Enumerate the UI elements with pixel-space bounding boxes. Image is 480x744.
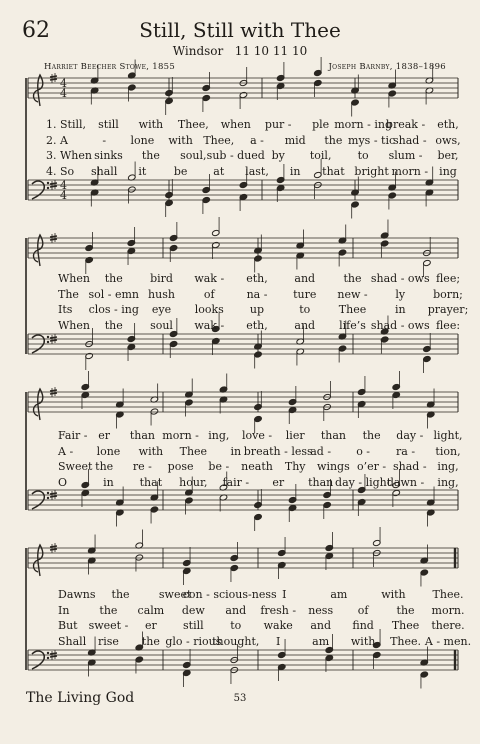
lyric-syllable: o -	[356, 444, 371, 458]
lyric-syllable: ing	[439, 164, 457, 178]
lyric-syllable: na -	[246, 287, 268, 301]
lyric-syllable: sub - dued	[206, 149, 265, 162]
lyric-syllable: A - men.	[424, 634, 472, 648]
sharp-bar	[50, 79, 57, 80]
lyric-line	[0, 272, 480, 286]
lyric-syllable: Thee,	[203, 133, 235, 147]
lyric-syllable: Thee.	[390, 634, 422, 648]
lyric-line	[0, 445, 480, 459]
composer-credit: Joseph Barnby, 1838–1896	[328, 62, 446, 72]
sharp-bar	[50, 76, 57, 77]
lyric-syllable: light,	[433, 429, 463, 442]
time-signature-bottom: 4	[60, 87, 67, 100]
lyric-syllable: the	[396, 603, 415, 617]
lyric-syllable: still	[98, 118, 119, 131]
lyric-syllable: that	[139, 475, 163, 489]
sharp-bar	[50, 239, 57, 240]
lyric-syllable: it	[138, 164, 147, 178]
author-credit: Harriet Beecher Stowe, 1855	[44, 62, 176, 72]
lyric-syllable: the	[95, 460, 114, 473]
lyric-syllable: born;	[433, 287, 463, 301]
lyric-syllable: I	[276, 634, 281, 648]
lyric-syllable: am	[330, 588, 348, 601]
lyric-syllable: ple	[312, 118, 330, 131]
lyric-syllable: Thy	[284, 460, 306, 473]
lyric-syllable: there.	[431, 619, 465, 632]
sharp-bar	[50, 337, 57, 338]
lyric-syllable: But	[58, 619, 78, 632]
lyric-syllable: ad -	[310, 444, 332, 458]
lyric-syllable: morn -	[162, 429, 199, 442]
lyric-syllable: break -	[385, 118, 426, 131]
sharp-bar	[50, 653, 57, 654]
sharp-bar	[50, 549, 57, 550]
lyric-line	[0, 429, 480, 443]
lyric-syllable: day - light	[335, 475, 392, 489]
hymn-number: 62	[22, 18, 50, 43]
lyric-syllable: When	[58, 272, 90, 285]
lyric-syllable: the	[141, 149, 160, 162]
lyric-syllable: sweet	[158, 588, 192, 601]
lyric-syllable: 3. When	[46, 149, 92, 162]
lyric-syllable: be -	[208, 460, 230, 473]
lyric-syllable: eth,	[246, 272, 268, 285]
bass-clef-dot	[47, 187, 49, 189]
lyric-syllable: be	[173, 164, 188, 178]
lyric-line	[0, 149, 480, 163]
page-number: 53	[233, 693, 247, 704]
lyric-syllable: rise	[97, 634, 119, 648]
lyric-syllable: in	[103, 475, 114, 489]
lyric-line	[0, 134, 480, 148]
lyric-syllable: eth,	[246, 318, 268, 332]
lyric-syllable: ber,	[437, 149, 459, 162]
lyric-syllable: the	[104, 318, 123, 332]
lyric-syllable: 4. So	[46, 164, 75, 178]
lyric-syllable: flee;	[435, 272, 461, 285]
lyric-syllable: pur -	[264, 118, 292, 131]
lyric-syllable: Shall	[58, 634, 87, 648]
lyric-syllable: wak -	[194, 272, 225, 285]
lyric-syllable: eth,	[437, 118, 459, 131]
lyric-syllable: morn -	[391, 164, 429, 178]
lyric-syllable: soul,	[180, 149, 207, 162]
lyric-syllable: wake	[263, 619, 293, 632]
sharp-bar	[50, 393, 57, 394]
lyric-syllable: still	[183, 619, 204, 632]
lyric-syllable: to	[230, 619, 242, 632]
lyric-syllable: sinks	[94, 149, 123, 162]
lyric-syllable: soul	[150, 318, 173, 332]
lyric-syllable: lone	[96, 444, 121, 458]
lyric-syllable: prayer;	[427, 303, 469, 316]
lyric-syllable: with	[138, 118, 164, 131]
bass-clef-dot	[47, 497, 49, 499]
lyric-syllable: of	[357, 603, 369, 617]
lyric-syllable: and	[310, 619, 331, 632]
lyric-syllable: by	[271, 149, 285, 162]
lyric-syllable: shad -	[393, 460, 427, 473]
lyric-syllable: love -	[241, 429, 273, 442]
lyric-syllable: ness	[308, 603, 334, 617]
lyric-syllable: hour,	[179, 475, 208, 489]
bass-clef-dot	[47, 182, 49, 184]
lyric-line	[0, 619, 480, 633]
treble-notes	[85, 217, 431, 277]
lyric-syllable: Thee	[391, 619, 420, 632]
lyric-syllable: the	[324, 133, 343, 147]
lyric-syllable: bird	[150, 272, 173, 285]
lyric-syllable: wings	[317, 460, 350, 473]
lyric-syllable: the	[141, 634, 160, 648]
lyric-syllable: con - scious-ness	[182, 588, 277, 601]
lyric-syllable: ing,	[437, 475, 459, 489]
lyric-syllable: and	[225, 603, 247, 617]
lyric-syllable: Its	[58, 303, 73, 316]
lyric-syllable: Dawns	[58, 588, 96, 601]
lyric-syllable: calm	[137, 603, 165, 617]
lyric-syllable: mys - tic	[348, 133, 396, 147]
lyric-syllable: morn - ing	[334, 118, 392, 131]
lyric-syllable: ing,	[437, 460, 459, 473]
sharp-bar	[50, 493, 57, 494]
lyric-syllable: looks	[194, 303, 224, 316]
lyric-syllable: than	[320, 429, 346, 442]
lyric-syllable: wak -	[194, 318, 225, 332]
lyric-line	[0, 460, 480, 474]
lyric-syllable: with	[350, 634, 376, 648]
treble-clef-icon	[34, 545, 43, 576]
lyric-syllable: dew	[181, 603, 205, 617]
lyric-syllable: 1. Still,	[46, 118, 86, 131]
lyric-syllable: ra -	[396, 444, 416, 458]
lyric-syllable: shad - ows	[370, 318, 430, 332]
lyric-syllable: Thee.	[432, 588, 464, 601]
lyric-syllable: Thee,	[177, 118, 209, 131]
bass-clef-dot	[47, 341, 49, 343]
sharp-bar	[50, 236, 57, 237]
lyric-syllable: am	[312, 634, 330, 648]
bass-clef-dot	[47, 652, 49, 654]
lyric-syllable: the	[99, 603, 118, 617]
book-title: The Living God	[26, 690, 135, 706]
lyric-syllable: er	[144, 619, 157, 632]
lyric-syllable: life’s	[339, 318, 366, 332]
time-signature-top: 4	[60, 77, 67, 90]
lyric-line	[0, 635, 480, 649]
lyric-syllable: fair -	[222, 475, 250, 489]
tune-meter: 11 10 11 10	[234, 44, 308, 58]
lyric-line	[0, 319, 480, 333]
lyric-syllable: with	[138, 444, 164, 458]
sharp-bar	[50, 546, 57, 547]
lyric-syllable: shad -	[393, 133, 427, 147]
treble-clef-icon	[34, 75, 43, 106]
lyric-syllable: In	[58, 603, 70, 617]
lyric-syllable: clos - ing	[88, 303, 139, 316]
sharp-bar	[50, 390, 57, 391]
treble-staff	[28, 387, 458, 420]
lyric-syllable: sol - emn	[88, 287, 140, 301]
lyric-syllable: eye	[151, 303, 172, 316]
lyric-syllable: dawn -	[386, 475, 425, 489]
lyric-syllable: re -	[132, 460, 152, 473]
lyric-syllable: in	[394, 303, 406, 316]
lyric-syllable: with	[381, 588, 406, 601]
lyric-syllable: up	[249, 303, 265, 316]
lyric-syllable: new -	[337, 287, 368, 301]
lyric-syllable: and	[294, 272, 316, 285]
lyric-syllable: The	[58, 287, 79, 301]
time-signature-bottom: 4	[60, 189, 67, 202]
lyric-syllable: to	[357, 149, 369, 162]
lyric-syllable: shall	[91, 164, 118, 178]
lyric-syllable: the	[104, 272, 123, 285]
lyric-line	[0, 303, 480, 317]
lyric-syllable: tion,	[435, 444, 461, 458]
lyric-syllable: last,	[245, 164, 269, 178]
treble-clef-icon	[34, 389, 43, 420]
lyric-syllable: morn.	[431, 603, 465, 617]
lyric-syllable: ture	[293, 287, 317, 301]
lyric-syllable: the	[362, 429, 381, 442]
lyric-syllable: flee:	[435, 318, 461, 332]
sharp-bar	[50, 340, 57, 341]
bass-clef-dot	[47, 492, 49, 494]
sharp-bar	[50, 183, 57, 184]
lyric-line	[0, 604, 480, 618]
lyric-syllable: bright	[354, 164, 389, 178]
treble-notes	[88, 527, 429, 587]
lyric-syllable: sweet -	[88, 619, 129, 632]
lyric-syllable: find	[352, 619, 374, 632]
lyric-syllable: than	[308, 475, 334, 489]
lyric-syllable: neath	[241, 460, 273, 473]
lyric-syllable: of	[203, 287, 215, 301]
lyric-line	[0, 588, 480, 602]
lyric-syllable: day -	[396, 429, 424, 442]
lyric-syllable: at	[213, 164, 225, 178]
lyric-syllable: O	[58, 475, 68, 489]
lyric-syllable: in	[289, 164, 301, 178]
lyric-syllable: toil,	[309, 149, 332, 162]
lyric-syllable: than	[129, 429, 155, 442]
lyric-syllable: -	[102, 133, 107, 147]
bass-clef-dot	[47, 336, 49, 338]
lyric-syllable: shad - ows	[370, 272, 430, 285]
hymn-title: Still, Still with Thee	[139, 18, 341, 42]
lyric-syllable: that	[322, 164, 345, 178]
lyric-syllable: the	[343, 272, 362, 285]
lyric-syllable: Thee	[338, 303, 367, 316]
lyric-syllable: ows,	[435, 133, 461, 147]
bass-clef-dot	[47, 657, 49, 659]
lyric-syllable: when	[220, 118, 251, 131]
treble-notes	[90, 57, 433, 117]
lyric-syllable: to	[299, 303, 311, 316]
lyric-syllable: with	[168, 133, 193, 147]
lyric-syllable: Sweet	[58, 460, 93, 473]
lyric-syllable: fresh -	[260, 603, 297, 617]
lyric-syllable: breath - less	[243, 444, 313, 458]
lyric-syllable: and	[294, 318, 316, 332]
lyric-line	[0, 165, 480, 179]
lyric-syllable: the	[111, 588, 130, 601]
tune-name: Windsor	[172, 44, 224, 58]
treble-clef-icon	[34, 235, 43, 266]
lyric-syllable: pose	[167, 460, 194, 473]
lyric-line	[0, 118, 480, 132]
sharp-bar	[50, 496, 57, 497]
lyric-syllable: I	[282, 588, 287, 601]
lyric-syllable: When	[58, 318, 90, 332]
lyric-syllable: lone	[130, 133, 155, 147]
lyric-syllable: Fair -	[58, 429, 88, 442]
lyric-syllable: ly	[395, 287, 406, 301]
sharp-bar	[50, 186, 57, 187]
lyric-syllable: a -	[250, 133, 264, 147]
lyric-syllable: mid	[284, 133, 306, 147]
lyric-syllable: lier	[285, 429, 305, 442]
lyric-syllable: thought,	[212, 634, 260, 648]
lyric-syllable: er	[98, 429, 111, 442]
sharp-bar	[50, 656, 57, 657]
lyric-line	[0, 288, 480, 302]
lyric-syllable: ing,	[208, 429, 230, 442]
lyric-syllable: A -	[58, 444, 74, 458]
lyric-line	[0, 476, 480, 490]
bass-staff	[28, 490, 458, 510]
lyric-syllable: Thee	[179, 444, 208, 458]
lyric-syllable: glo - rious	[165, 634, 222, 648]
lyric-syllable: o’er -	[357, 460, 387, 473]
lyric-syllable: er	[272, 475, 285, 489]
lyric-syllable: slum -	[388, 149, 423, 162]
lyric-syllable: 2. A	[46, 133, 68, 147]
lyric-syllable: in	[230, 444, 242, 458]
lyric-syllable: hush	[148, 287, 175, 301]
time-signature-top: 4	[60, 179, 67, 192]
